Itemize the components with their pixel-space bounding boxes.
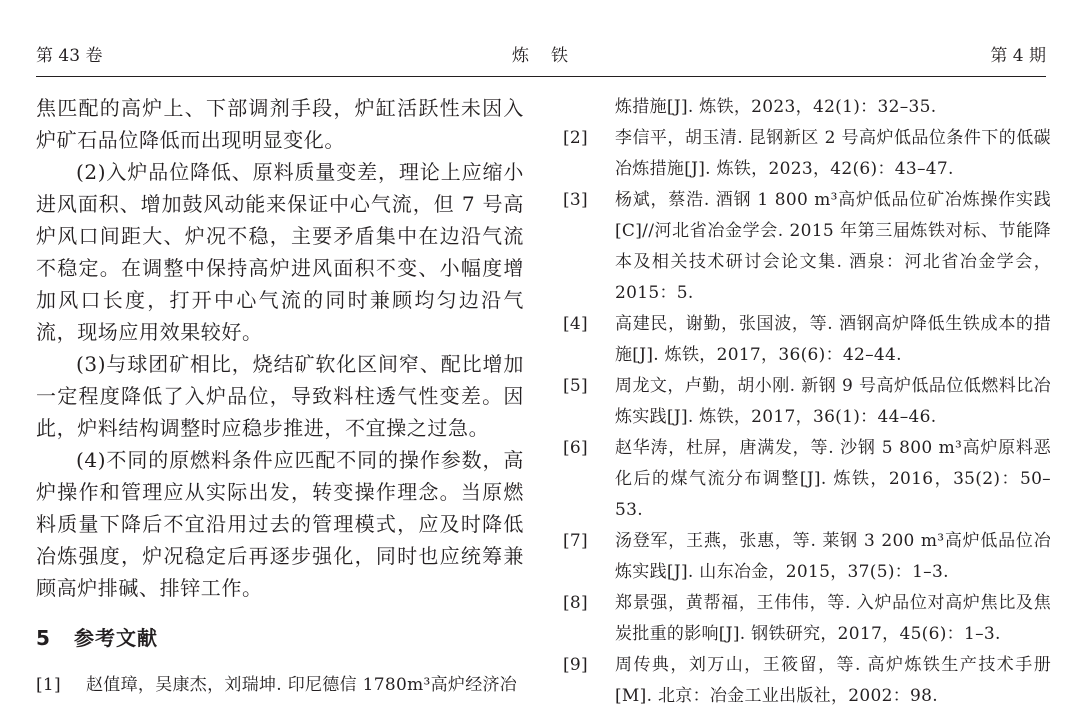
- section-heading: [36, 624, 524, 652]
- reference-text: 汤登军，王燕，张惠，等. 莱钢 3 200 m³高炉低品位冶炼实践[J]. 山东冶金，2015，37(5)：1–3.: [615, 531, 1051, 582]
- reference-text: 李信平，胡玉清. 昆钢新区 2 号高炉低品位条件下的低碳冶炼措施[J]. 炼铁，2023，42(6)：43–47.: [615, 128, 1051, 179]
- reference-item: [563, 433, 1051, 526]
- reference-number: [8]: [563, 593, 588, 613]
- reference-text: 杨斌，蔡浩. 酒钢 1 800 m³高炉低品位矿冶炼操作实践[C]//河北省冶金学会. 2015 年第三届炼铁对标、节能降本及相关技术研讨会论文集. 酒泉：河北省冶金学会，2015：5.: [615, 190, 1051, 303]
- body-paragraph: 焦匹配的高炉上、下部调剂手段，炉缸活跃性未因入炉矿石品位降低而出现明显变化。: [36, 96, 524, 152]
- reference-text: 郑景强，黄帮福，王伟伟，等. 入炉品位对高炉焦比及焦炭批重的影响[J]. 钢铁研究，2017，45(6)：1–3.: [615, 593, 1051, 644]
- journal-title: 炼铁: [512, 46, 590, 66]
- reference-continuation: 炼措施[J]. 炼铁，2023，42(1)：32–35.: [615, 97, 937, 117]
- issue-label: 第 4 期: [990, 46, 1046, 66]
- reference-item: [563, 371, 1051, 433]
- volume-label: 第 43 卷: [36, 46, 103, 66]
- header-rule: [36, 76, 1046, 77]
- body-paragraph: (3)与球团矿相比，烧结矿软化区间窄、配比增加一定程度降低了入炉品位，导致料柱透气性变差。因此，炉料结构调整时应稳步推进，不宜操之过急。: [36, 352, 524, 440]
- reference-number: [4]: [563, 314, 588, 334]
- reference-item: [563, 526, 1051, 588]
- body-paragraph: (2)入炉品位降低、原料质量变差，理论上应缩小进风面积、增加鼓风动能来保证中心气流，但 7 号高炉风口间距大、炉况不稳，主要矛盾集中在边沿气流不稳定。在调整中保持高炉进风面积不变、小幅度增加风口长度，打开中心气流的同时兼顾均匀边沿气流，现场应用效果较好。: [36, 160, 524, 344]
- reference-number: [7]: [563, 531, 588, 551]
- reference-text: 赵值璋，吴康杰，刘瑞坤. 印尼德信 1780m³高炉经济冶: [86, 675, 518, 695]
- reference-text: 高建民，谢勤，张国波，等. 酒钢高炉降低生铁成本的措施[J]. 炼铁，2017，36(6)：42–44.: [615, 314, 1051, 365]
- right-column: [563, 92, 1051, 727]
- reference-item: [563, 123, 1051, 185]
- reference-number: [5]: [563, 376, 588, 396]
- left-column: [36, 92, 524, 727]
- reference-number: [3]: [563, 190, 588, 210]
- section-title: 参考文献: [74, 626, 158, 650]
- reference-number: [6]: [563, 438, 588, 458]
- reference-item: [563, 650, 1051, 712]
- reference-item: [563, 588, 1051, 650]
- page-header: [0, 0, 1080, 80]
- body-paragraph: (4)不同的原燃料条件应匹配不同的操作参数，高炉操作和管理应从实际出发，转变操作理念。当原燃料质量下降后不宜沿用过去的管理模式，应及时降低冶炼强度，炉况稳定后再逐步强化，同时也应统筹兼顾高炉排碱、排锌工作。: [36, 448, 524, 600]
- reference-number: [2]: [563, 128, 588, 148]
- reference-number: [9]: [563, 655, 588, 675]
- section-number: 5: [36, 626, 51, 650]
- reference-text: 周传典，刘万山，王筱留，等. 高炉炼铁生产技术手册[M]. 北京：冶金工业出版社，2002：98.: [615, 655, 1051, 706]
- reference-item: [563, 185, 1051, 309]
- reference-text: 周龙文，卢勤，胡小刚. 新钢 9 号高炉低品位低燃料比冶炼实践[J]. 炼铁，2017，36(1)：44–46.: [615, 376, 1051, 427]
- reference-text: 赵华涛，杜屏，唐满发，等. 沙钢 5 800 m³高炉原料恶化后的煤气流分布调整[J]. 炼铁，2016，35(2)：50–53.: [615, 438, 1051, 520]
- reference-number: [1]: [36, 675, 61, 695]
- reference-item: [563, 309, 1051, 371]
- reference-item: [36, 670, 524, 701]
